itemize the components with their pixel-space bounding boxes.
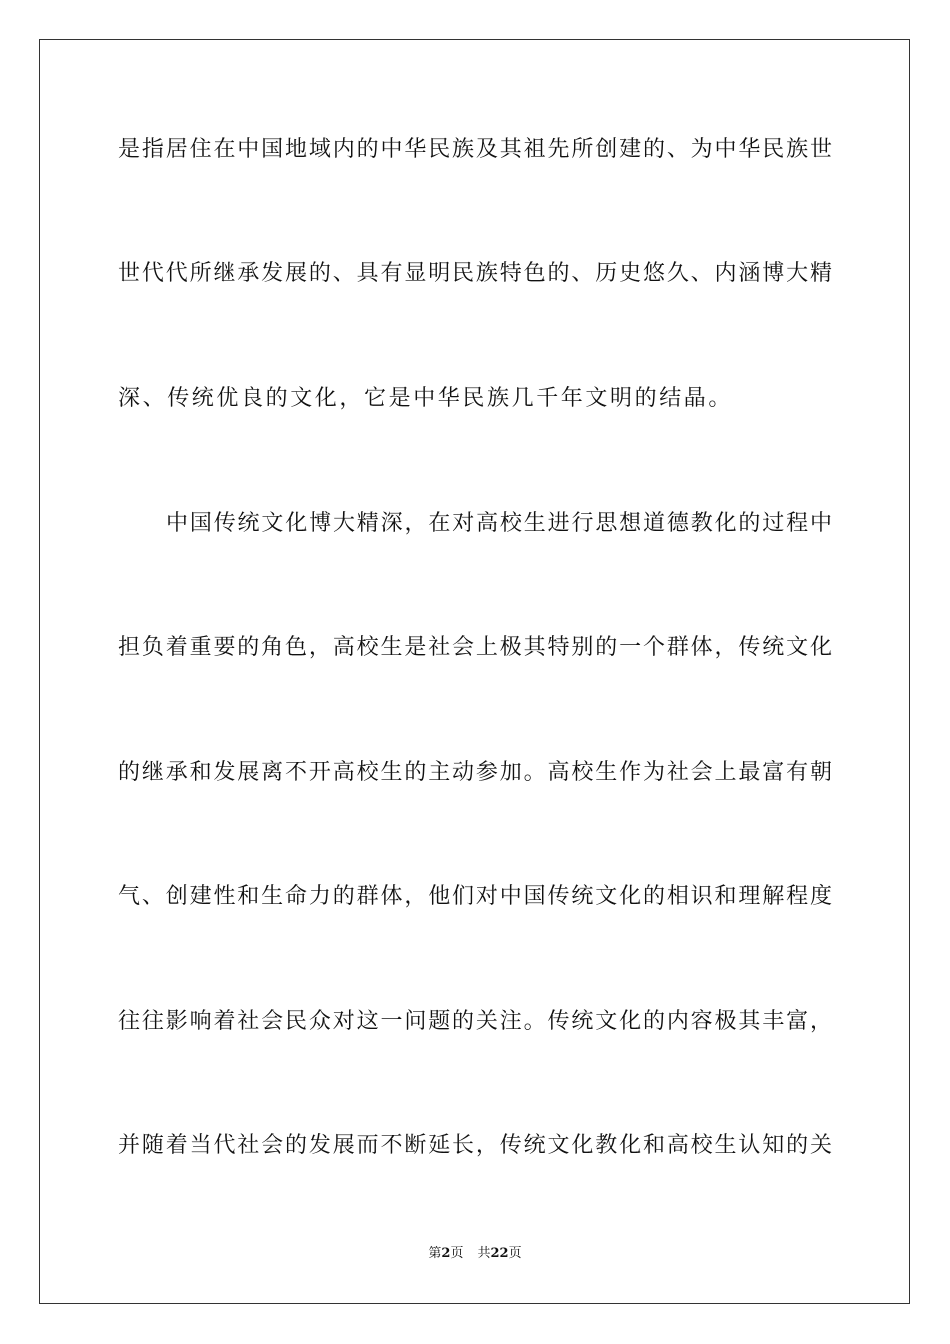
- footer-page-prefix: 第: [428, 1246, 442, 1261]
- text-line-5: 担负着重要的角色，高校生是社会上极其特别的一个群体，传统文化: [118, 635, 832, 660]
- footer-total-prefix: 共: [477, 1246, 491, 1261]
- footer-total-suffix: 页: [508, 1246, 522, 1261]
- text-line-7: 气、创建性和生命力的群体，他们对中国传统文化的相识和理解程度: [118, 884, 832, 909]
- text-line-6: 的继承和发展离不开高校生的主动参加。高校生作为社会上最富有朝: [118, 760, 832, 785]
- page-border: [39, 39, 910, 1304]
- page-footer: [0, 1245, 950, 1263]
- footer-page-number: 2: [441, 1246, 451, 1261]
- text-line-2: 世代代所继承发展的、具有显明民族特色的、历史悠久、内涵博大精: [118, 261, 832, 286]
- text-line-1: 是指居住在中国地域内的中华民族及其祖先所创建的、为中华民族世: [118, 137, 832, 162]
- text-line-3: 深、传统优良的文化，它是中华民族几千年文明的结晶。: [118, 386, 734, 411]
- footer-page-suffix: 页: [450, 1246, 464, 1261]
- text-line-8: 往往影响着社会民众对这一问题的关注。传统文化的内容极其丰富，: [118, 1009, 832, 1034]
- footer-total-number: 22: [490, 1246, 509, 1261]
- text-line-9: 并随着当代社会的发展而不断延长，传统文化教化和高校生认知的关: [118, 1133, 832, 1158]
- text-line-4: 中国传统文化博大精深，在对高校生进行思想道德教化的过程中: [166, 511, 832, 536]
